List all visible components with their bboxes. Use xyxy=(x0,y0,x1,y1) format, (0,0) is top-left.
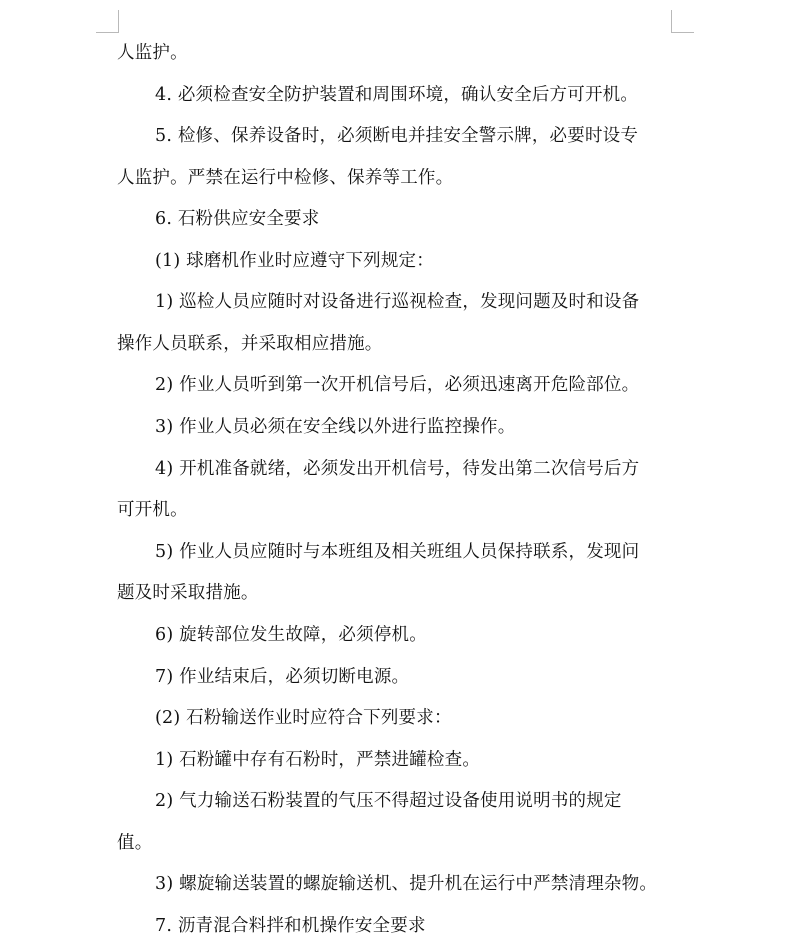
text-line-22: 7. 沥青混合料拌和机操作安全要求 xyxy=(155,916,426,936)
text-line-15: 6) 旋转部位发生故障，必须停机。 xyxy=(155,625,427,645)
text-line-4: 人监护。严禁在运行中检修、保养等工作。 xyxy=(117,168,454,188)
text-line-17: (2) 石粉输送作业时应符合下列要求： xyxy=(155,708,452,728)
text-line-19: 2) 气力输送石粉装置的气压不得超过设备使用说明书的规定 xyxy=(155,791,622,811)
text-line-5: 6. 石粉供应安全要求 xyxy=(155,209,320,229)
text-line-6: (1) 球磨机作业时应遵守下列规定： xyxy=(155,251,434,271)
text-line-9: 2) 作业人员听到第一次开机信号后，必须迅速离开危险部位。 xyxy=(155,375,640,395)
text-line-8: 操作人员联系，并采取相应措施。 xyxy=(117,334,383,354)
text-line-11: 4) 开机准备就绪，必须发出开机信号，待发出第二次信号后方 xyxy=(155,459,640,479)
text-line-1: 人监护。 xyxy=(117,43,188,63)
top-left-crop-mark xyxy=(96,10,119,33)
text-line-16: 7) 作业结束后，必须切断电源。 xyxy=(155,667,410,687)
text-line-2: 4. 必须检查安全防护装置和周围环境，确认安全后方可开机。 xyxy=(155,85,639,105)
text-line-12: 可开机。 xyxy=(117,500,188,520)
text-line-13: 5) 作业人员应随时与本班组及相关班组人员保持联系，发现问 xyxy=(155,542,640,562)
text-line-7: 1) 巡检人员应随时对设备进行巡视检查，发现问题及时和设备 xyxy=(155,292,640,312)
text-line-14: 题及时采取措施。 xyxy=(117,583,259,603)
text-line-10: 3) 作业人员必须在安全线以外进行监控操作。 xyxy=(155,417,516,437)
text-line-20: 值。 xyxy=(117,833,153,853)
text-line-18: 1) 石粉罐中存有石粉时，严禁进罐检查。 xyxy=(155,750,481,770)
text-line-3: 5. 检修、保养设备时，必须断电并挂安全警示牌，必要时设专 xyxy=(155,126,639,146)
text-line-21: 3) 螺旋输送装置的螺旋输送机、提升机在运行中严禁清理杂物。 xyxy=(155,874,658,894)
top-right-crop-mark xyxy=(671,10,694,33)
